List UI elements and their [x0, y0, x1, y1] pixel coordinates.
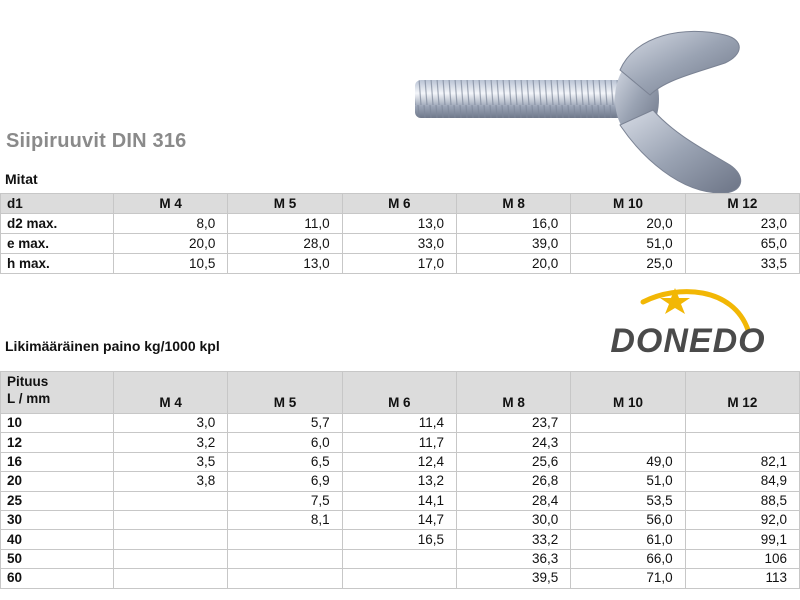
row-label: 60	[1, 569, 114, 588]
table-cell	[342, 569, 456, 588]
table-cell: 3,8	[114, 472, 228, 491]
table-cell: 28,4	[456, 491, 570, 510]
table-cell: 14,1	[342, 491, 456, 510]
table-cell: 23,0	[685, 214, 799, 234]
table-cell: 20,0	[571, 214, 685, 234]
row-label: 40	[1, 530, 114, 549]
size-header: M 10	[571, 372, 685, 414]
row-label: d2 max.	[1, 214, 114, 234]
header-label-line2: L / mm	[7, 391, 51, 406]
table-cell: 16,0	[456, 214, 570, 234]
table-cell: 26,8	[456, 472, 570, 491]
table-row	[1, 414, 800, 433]
table-cell: 24,3	[456, 433, 570, 452]
table-cell: 11,4	[342, 414, 456, 433]
table-cell: 25,6	[456, 452, 570, 471]
table-cell: 3,0	[114, 414, 228, 433]
row-label: e max.	[1, 234, 114, 254]
table-cell	[685, 433, 799, 452]
table-cell: 65,0	[685, 234, 799, 254]
size-header: M 12	[685, 372, 799, 414]
row-label: 12	[1, 433, 114, 452]
table-row	[1, 549, 800, 568]
table-cell: 30,0	[456, 510, 570, 529]
table-row	[1, 452, 800, 471]
table-cell	[228, 549, 342, 568]
table-cell	[114, 549, 228, 568]
table-cell: 84,9	[685, 472, 799, 491]
dimensions-heading: Mitat	[5, 171, 38, 187]
row-label: h max.	[1, 254, 114, 274]
svg-text:DONEDO: DONEDO	[610, 322, 766, 360]
header-label	[1, 372, 114, 414]
table-cell: 5,7	[228, 414, 342, 433]
size-header: M 4	[114, 372, 228, 414]
header-label-line1: Pituus	[7, 374, 49, 389]
table-cell: 71,0	[571, 569, 685, 588]
dimensions-table	[0, 193, 800, 274]
table-cell: 99,1	[685, 530, 799, 549]
table-cell: 13,2	[342, 472, 456, 491]
table-cell: 28,0	[228, 234, 342, 254]
row-label: 16	[1, 452, 114, 471]
table-cell: 11,0	[228, 214, 342, 234]
size-header: M 8	[456, 372, 570, 414]
row-label: 25	[1, 491, 114, 510]
size-header: M 10	[571, 194, 685, 214]
table-row	[1, 214, 800, 234]
donedo-logo	[583, 282, 793, 360]
table-cell	[114, 491, 228, 510]
table-cell: 36,3	[456, 549, 570, 568]
table-cell: 14,7	[342, 510, 456, 529]
table-cell: 39,5	[456, 569, 570, 588]
table-cell: 13,0	[342, 214, 456, 234]
table-cell	[228, 530, 342, 549]
table-cell: 3,5	[114, 452, 228, 471]
table-cell: 61,0	[571, 530, 685, 549]
table-cell: 3,2	[114, 433, 228, 452]
table-cell: 49,0	[571, 452, 685, 471]
table-row	[1, 569, 800, 588]
weight-header-row	[1, 372, 800, 414]
table-row	[1, 510, 800, 529]
table-cell: 66,0	[571, 549, 685, 568]
table-cell	[228, 569, 342, 588]
table-cell: 25,0	[571, 254, 685, 274]
table-cell: 51,0	[571, 234, 685, 254]
table-cell: 6,0	[228, 433, 342, 452]
table-cell	[685, 414, 799, 433]
table-cell	[114, 569, 228, 588]
size-header: M 6	[342, 372, 456, 414]
table-cell	[114, 510, 228, 529]
table-cell: 33,0	[342, 234, 456, 254]
table-cell	[571, 414, 685, 433]
table-row	[1, 530, 800, 549]
size-header: M 5	[228, 194, 342, 214]
table-cell: 8,0	[114, 214, 228, 234]
table-cell: 12,4	[342, 452, 456, 471]
table-cell: 20,0	[456, 254, 570, 274]
table-cell: 33,5	[685, 254, 799, 274]
size-header: M 8	[456, 194, 570, 214]
table-cell: 113	[685, 569, 799, 588]
size-header: M 6	[342, 194, 456, 214]
table-cell: 51,0	[571, 472, 685, 491]
table-cell: 10,5	[114, 254, 228, 274]
table-cell: 88,5	[685, 491, 799, 510]
row-label: 50	[1, 549, 114, 568]
table-cell: 23,7	[456, 414, 570, 433]
table-cell: 17,0	[342, 254, 456, 274]
table-row	[1, 491, 800, 510]
table-cell: 33,2	[456, 530, 570, 549]
size-header: M 4	[114, 194, 228, 214]
table-cell: 7,5	[228, 491, 342, 510]
table-cell: 20,0	[114, 234, 228, 254]
weight-heading: Likimääräinen paino kg/1000 kpl	[5, 338, 220, 354]
weight-body	[1, 414, 800, 589]
table-cell: 16,5	[342, 530, 456, 549]
wing-screw-photo	[405, 25, 745, 210]
size-header: M 5	[228, 372, 342, 414]
size-header: M 12	[685, 194, 799, 214]
table-cell: 6,5	[228, 452, 342, 471]
table-row	[1, 433, 800, 452]
header-label: d1	[1, 194, 114, 214]
table-row	[1, 254, 800, 274]
table-cell: 11,7	[342, 433, 456, 452]
table-cell: 53,5	[571, 491, 685, 510]
table-cell: 8,1	[228, 510, 342, 529]
page-title: Siipiruuvit DIN 316	[6, 130, 187, 152]
dimensions-header-row	[1, 194, 800, 214]
row-label: 30	[1, 510, 114, 529]
table-cell: 13,0	[228, 254, 342, 274]
table-cell: 106	[685, 549, 799, 568]
table-cell: 6,9	[228, 472, 342, 491]
table-cell	[571, 433, 685, 452]
table-cell: 39,0	[456, 234, 570, 254]
table-cell	[342, 549, 456, 568]
row-label: 10	[1, 414, 114, 433]
row-label: 20	[1, 472, 114, 491]
weight-table	[0, 371, 800, 589]
table-cell	[114, 530, 228, 549]
table-cell: 56,0	[571, 510, 685, 529]
table-row	[1, 234, 800, 254]
table-cell: 82,1	[685, 452, 799, 471]
table-cell: 92,0	[685, 510, 799, 529]
table-row	[1, 472, 800, 491]
